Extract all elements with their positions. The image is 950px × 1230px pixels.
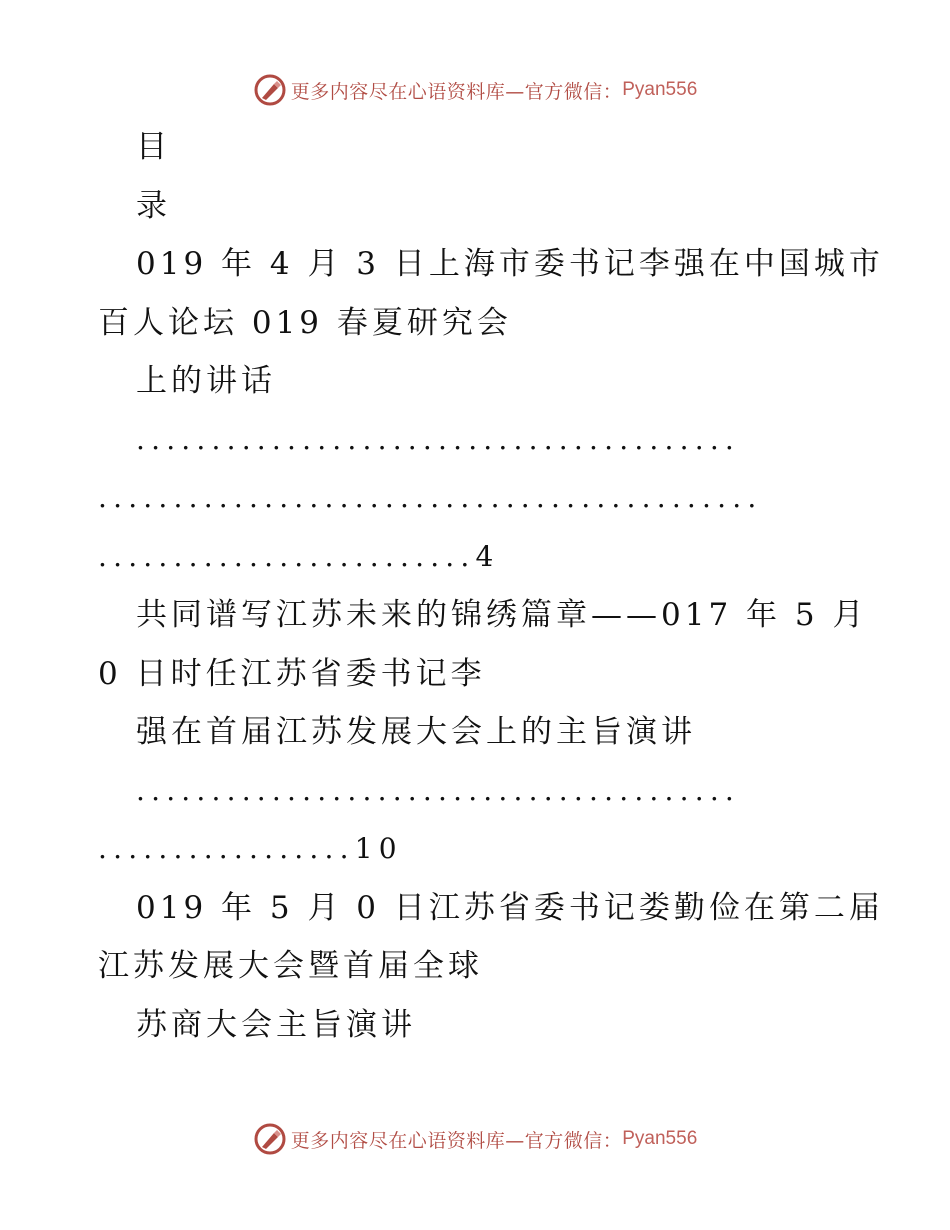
toc-entry-1-leader-2: ............................................ bbox=[98, 481, 763, 514]
toc-title-line2: 录 bbox=[136, 187, 171, 224]
watermark-banner-top bbox=[0, 70, 950, 110]
toc-entry-3-line-2: 江苏发展大会暨首届全球 bbox=[98, 948, 483, 984]
toc-title-line1: 目 bbox=[136, 129, 171, 165]
toc-entry-3-line-1: 019 年 5 月 0 日江苏省委书记娄勤俭在第二届 bbox=[136, 889, 884, 926]
toc-entry-3-line-3: 苏商大会主旨演讲 bbox=[136, 1006, 416, 1043]
watermark-handle: Pyan556 bbox=[622, 79, 698, 100]
pen-logo-icon bbox=[253, 73, 287, 107]
toc-entry-1-leader-1: ........................................ bbox=[136, 422, 741, 456]
toc-entry-2-leader-1: ........................................ bbox=[136, 773, 741, 807]
toc-entry-2-line-2: 0 日时任江苏省委书记李 bbox=[98, 655, 486, 692]
watermark-text: 更多内容尽在心语资料库—官方微信： bbox=[290, 80, 623, 103]
watermark-banner-bottom bbox=[0, 1119, 950, 1159]
toc-entry-1-line-2: 百人论坛 019 春夏研究会 bbox=[98, 304, 512, 341]
watermark-handle: Pyan556 bbox=[622, 1128, 698, 1149]
toc-entry-1-line-3: 上的讲话 bbox=[136, 363, 276, 399]
toc-entry-1-line-1: 019 年 4 月 3 日上海市委书记李强在中国城市 bbox=[136, 246, 884, 282]
watermark-text: 更多内容尽在心语资料库—官方微信： bbox=[290, 1129, 623, 1152]
toc-entry-1-leader-3: .........................4 bbox=[98, 539, 500, 573]
toc-content bbox=[98, 118, 884, 1054]
pen-logo-icon bbox=[253, 1122, 287, 1156]
toc-entry-2-leader-2: .................10 bbox=[98, 832, 403, 865]
toc-entry-2-line-1: 共同谱写江苏未来的锦绣篇章——017 年 5 月 bbox=[136, 597, 868, 633]
toc-entry-2-line-3: 强在首届江苏发展大会上的主旨演讲 bbox=[136, 714, 696, 750]
